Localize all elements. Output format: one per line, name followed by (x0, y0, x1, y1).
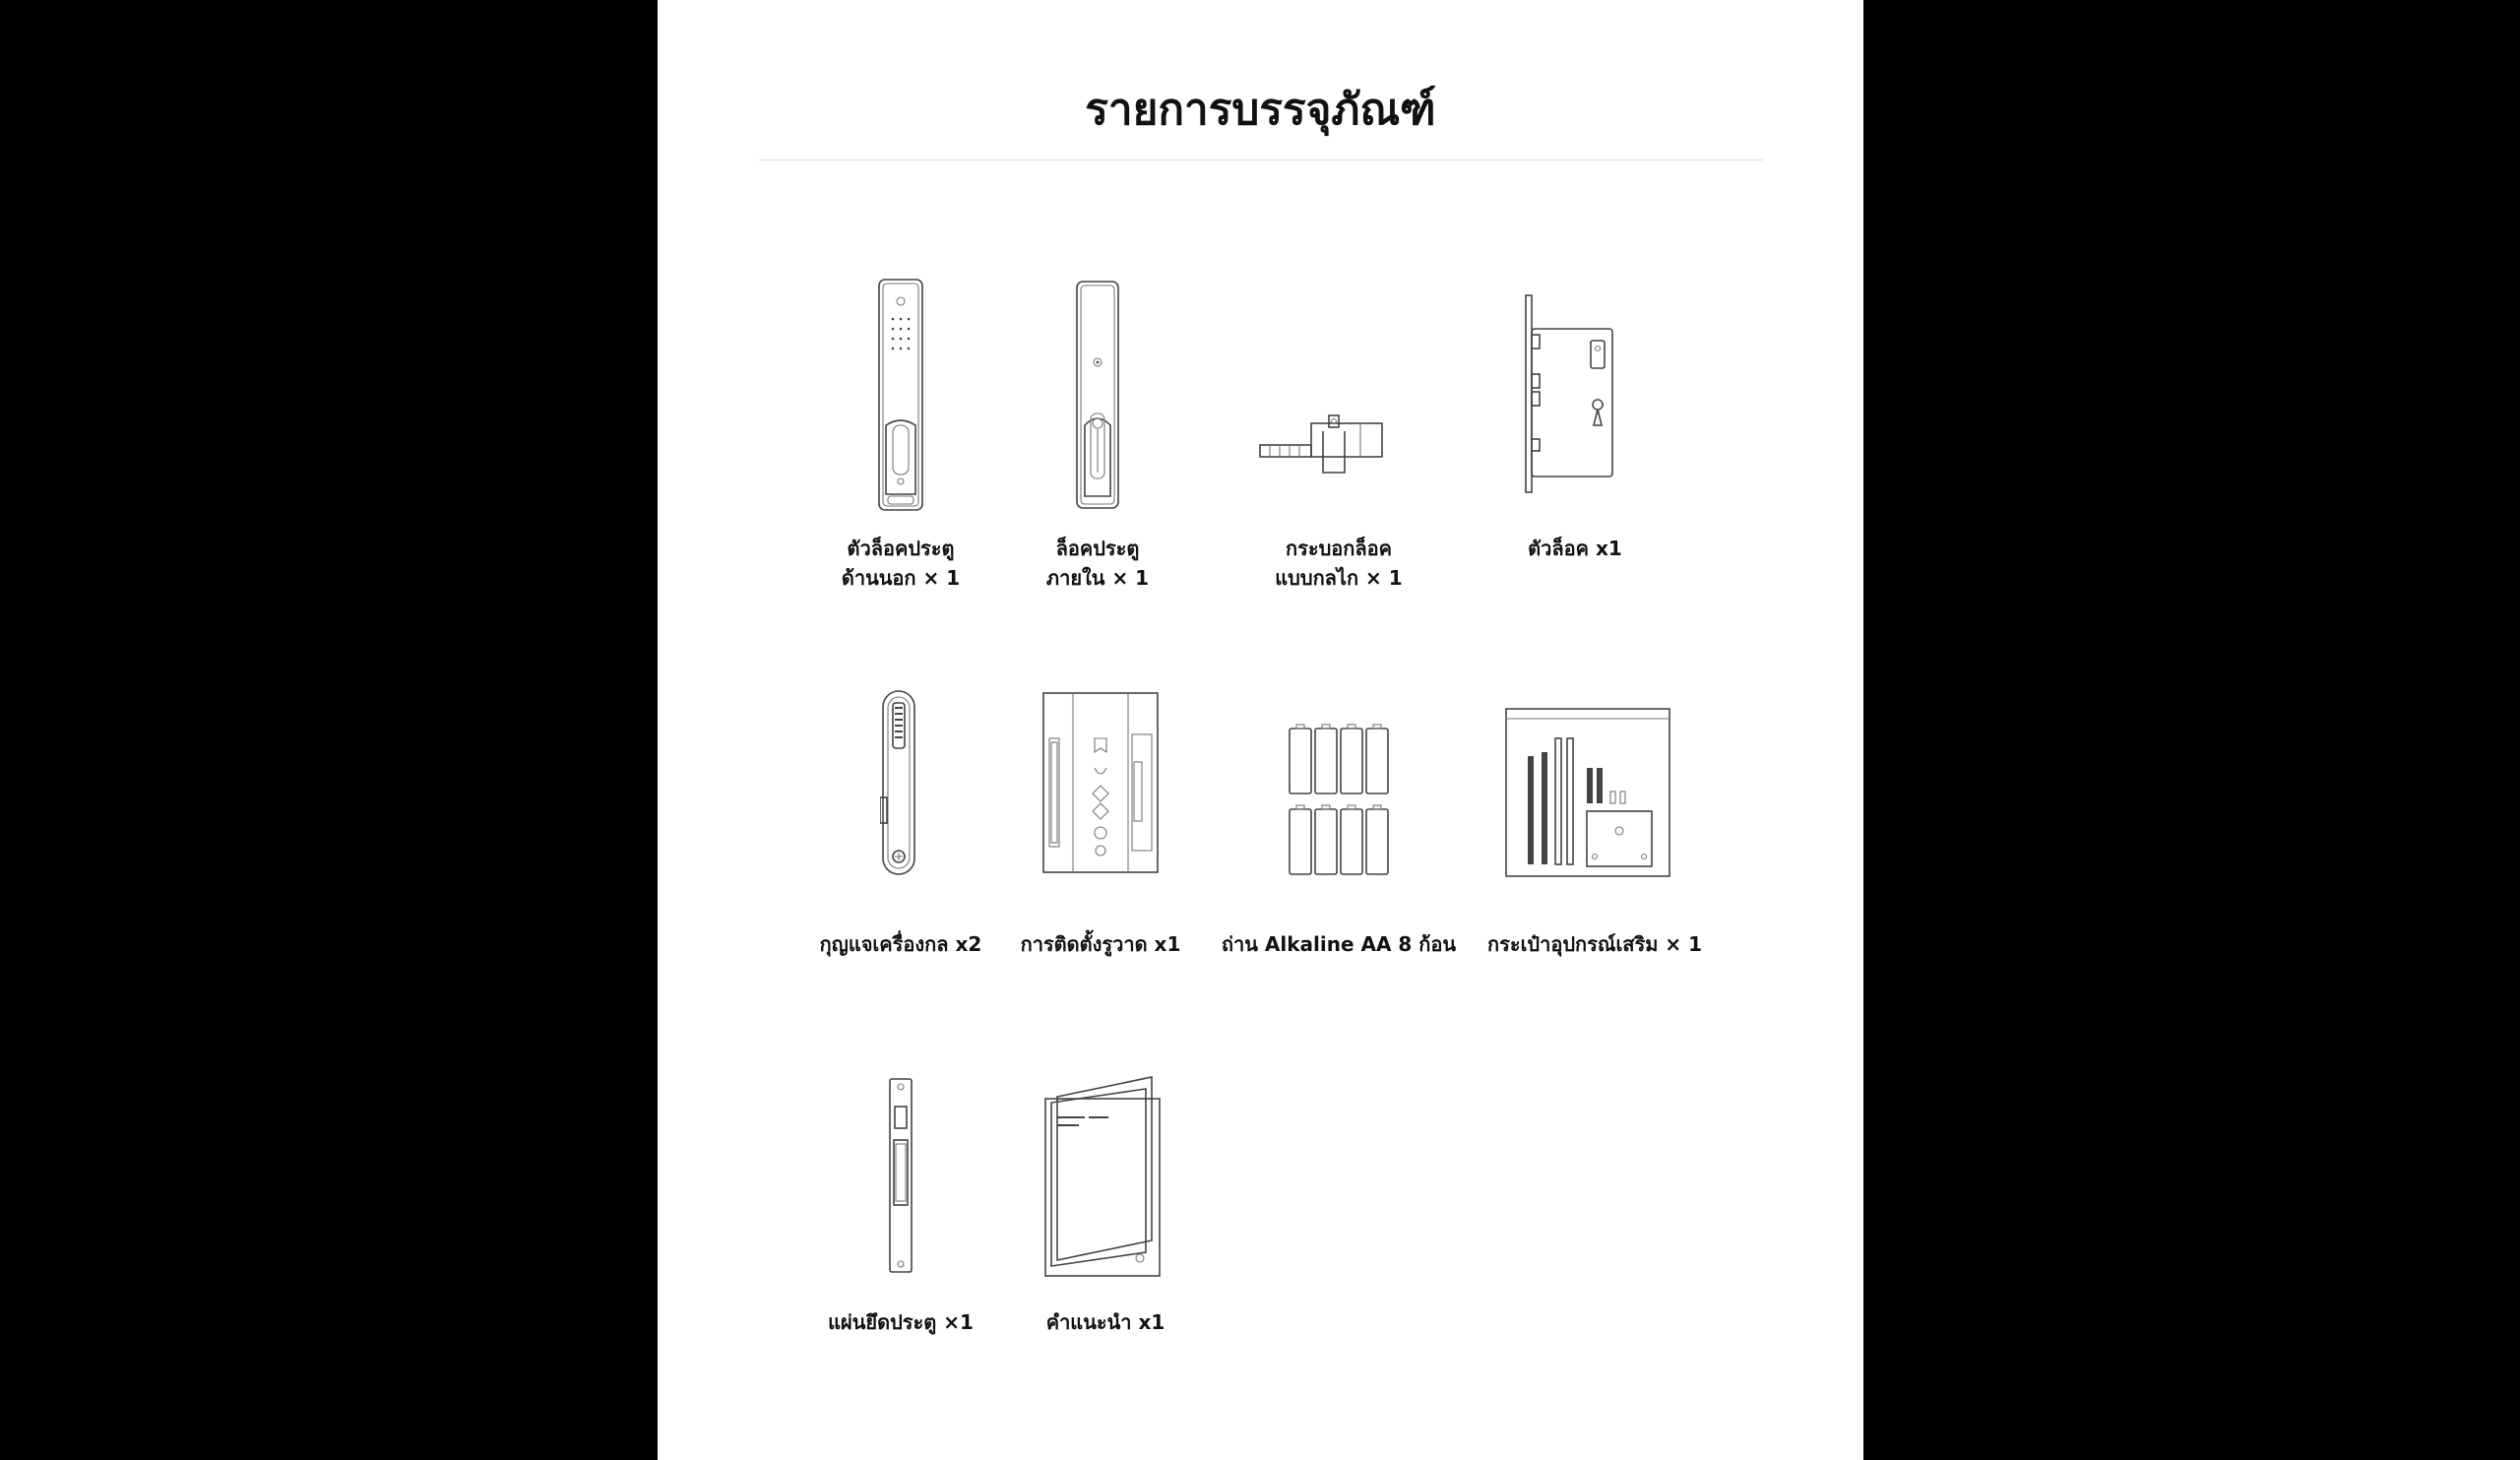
aa-batteries-icon (1288, 723, 1392, 878)
item-caption-strike-plate: แผ่นยึดประตู ×1 (828, 1310, 974, 1334)
manual-icon (1043, 1073, 1171, 1280)
item-caption-aa-batteries: ถ่าน Alkaline AA 8 ก้อน (1221, 932, 1457, 956)
accessory-bag-icon (1504, 707, 1671, 880)
lock-body-icon (1524, 293, 1618, 494)
installation-template-icon (1041, 691, 1160, 874)
page-title: รายการบรรจุภัณฑ์ (1085, 85, 1436, 135)
strike-plate-icon (886, 1077, 915, 1274)
item-caption-accessory-bag: กระเป๋าอุปกรณ์เสริม × 1 (1486, 932, 1703, 956)
item-caption-outer-lock: ตัวล็อคประตู ด้านนอก × 1 (841, 537, 961, 590)
mechanical-key-icon (880, 689, 917, 878)
title-divider (759, 159, 1763, 160)
lock-cylinder-icon (1258, 413, 1386, 476)
package-contents-page (658, 0, 1863, 1460)
item-caption-lock-cylinder: กระบอกล็อค แบบกลไก × 1 (1275, 537, 1403, 590)
outer-lock-icon (876, 278, 925, 514)
item-caption-inner-lock: ล็อคประตู ภายใน × 1 (1045, 537, 1150, 590)
item-caption-lock-body: ตัวล็อค x1 (1528, 537, 1622, 560)
item-caption-mechanical-key: กุญแจเครื่องกล x2 (819, 932, 982, 956)
item-caption-installation-template: การติดตั้งรูวาด x1 (1020, 932, 1181, 956)
inner-lock-icon (1073, 280, 1122, 512)
item-caption-manual: คำแนะนำ x1 (1045, 1310, 1166, 1334)
